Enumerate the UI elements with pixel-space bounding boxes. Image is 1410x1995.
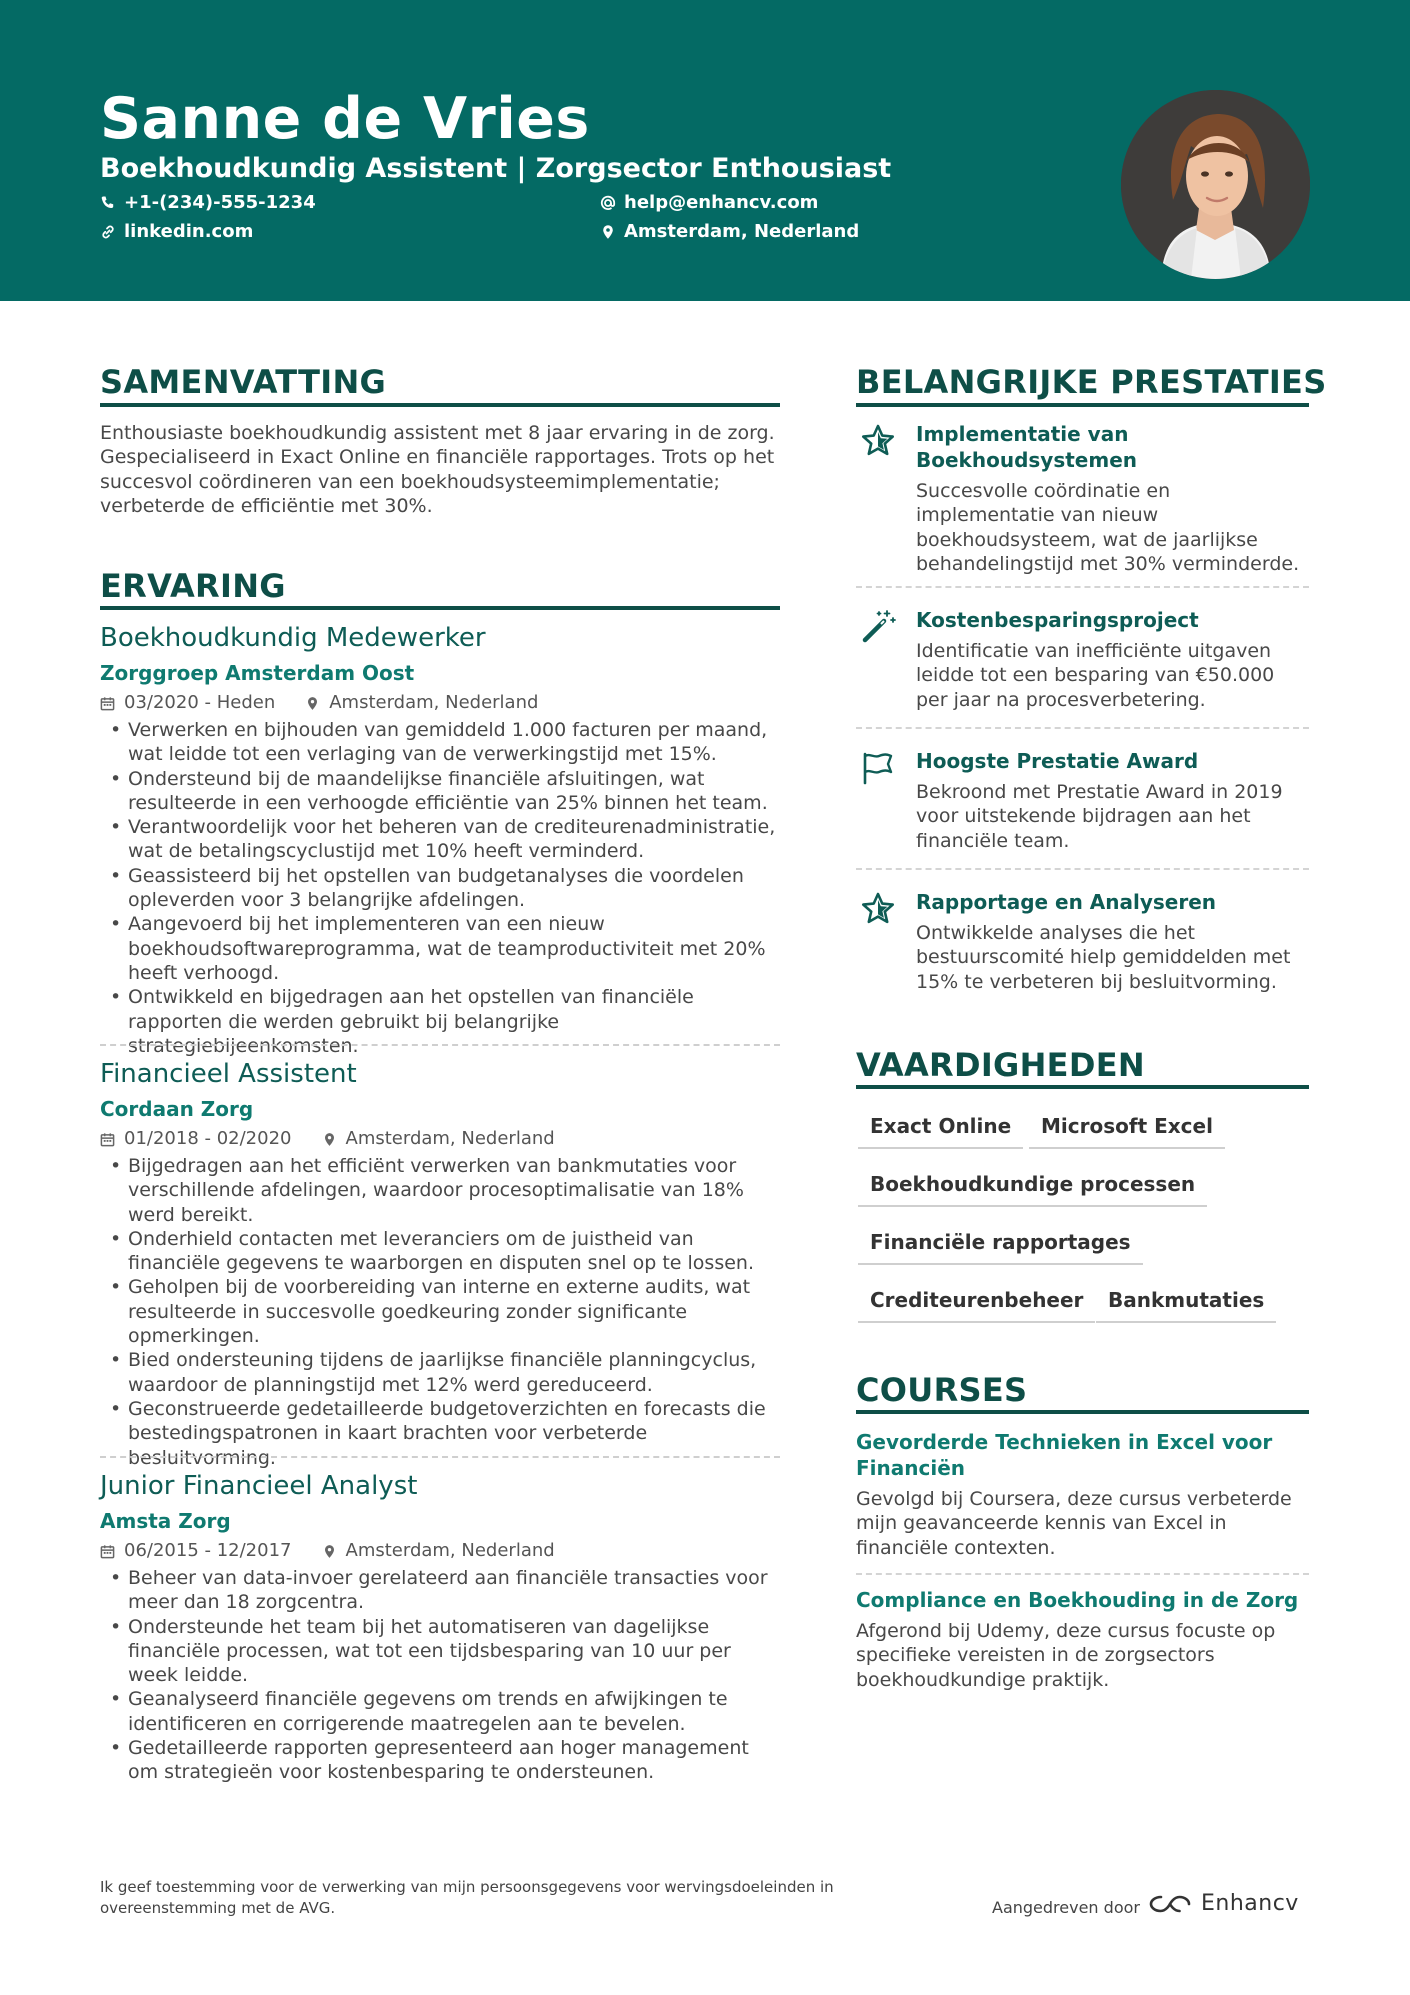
experience-heading: ERVARING bbox=[100, 567, 286, 605]
job-dates: 01/2018 - 02/2020 bbox=[124, 1128, 292, 1149]
course-title[interactable]: Compliance en Boekhouding in de Zorg bbox=[856, 1588, 1299, 1612]
job-bullets bbox=[100, 1154, 780, 1470]
courses-heading: COURSES bbox=[856, 1371, 1028, 1409]
bullet-item: • Gedetailleerde rapporten gepresenteerd aan hoger management om strategieën voor kostenbesparing te ondersteunen. bbox=[100, 1736, 780, 1785]
achievement-item bbox=[856, 607, 1309, 712]
summary-divider bbox=[100, 403, 780, 407]
skills-divider bbox=[856, 1085, 1309, 1089]
bullet-item: • Geanalyseerd financiële gegevens om trends en afwijkingen te identificeren en corrigerende maatregelen aan te bevelen. bbox=[100, 1687, 780, 1736]
bullet-item: • Beheer van data-invoer gerelateerd aan financiële transacties voor meer dan 18 zorgcentra. bbox=[100, 1566, 780, 1615]
bullet-item: • Geconstrueerde gedetailleerde budgetoverzichten en forecasts die bestedingspatronen in kaart brachten voor verbeterde besluitvorming. bbox=[100, 1397, 780, 1470]
experience-divider bbox=[100, 606, 780, 610]
job-location: Amsterdam, Nederland bbox=[345, 1540, 555, 1561]
email-text: help@enhancv.com bbox=[624, 192, 819, 213]
bullet-item: • Verwerken en bijhouden van gemiddeld 1.000 facturen per maand, wat leidde tot een verlaging van de verwerkingstijd met 15%. bbox=[100, 718, 780, 767]
enhancv-logo[interactable] bbox=[1147, 1890, 1299, 1918]
job-dates: 06/2015 - 12/2017 bbox=[124, 1540, 292, 1561]
achievement-title: Rapportage en Analyseren bbox=[916, 890, 1217, 914]
at-icon bbox=[600, 195, 616, 211]
achievement-item bbox=[856, 421, 1309, 576]
course-separator bbox=[856, 1573, 1309, 1575]
achievement-title: Kostenbesparingsproject bbox=[916, 608, 1199, 632]
achievement-description: Succesvolle coördinatie en implementatie van nieuw boekhoudsysteem, wat de jaarlijkse behandelingstijd met 30% verminderde. bbox=[916, 480, 1300, 575]
achievement-item bbox=[856, 748, 1309, 853]
achievement-description: Identificatie van inefficiënte uitgaven leidde tot een besparing van €50.000 per jaar na procesverbetering. bbox=[916, 640, 1275, 711]
achievement-title: Implementatie van Boekhoudsystemen bbox=[916, 422, 1137, 472]
candidate-title: Boekhoudkundig Assistent | Zorgsector Enthousiast bbox=[100, 153, 892, 184]
bullet-item: • Ondersteunde het team bij het automatiseren van dagelijkse financiële processen, wat tot een tijdsbesparing van 10 uur per week leidde. bbox=[100, 1615, 780, 1688]
job-location: Amsterdam, Nederland bbox=[345, 1128, 555, 1149]
bullet-item: • Ontwikkeld en bijgedragen aan het opstellen van financiële rapporten die werden gebruikt bij belangrijke strategiebijeenkomsten. bbox=[100, 985, 780, 1058]
courses-divider bbox=[856, 1410, 1309, 1414]
bullet-item: • Bied ondersteuning tijdens de jaarlijkse financiële planningcyclus, waardoor de planningstijd met 12% werd gereduceerd. bbox=[100, 1348, 780, 1397]
course-item bbox=[856, 1429, 1309, 1560]
achievement-title: Hoogste Prestatie Award bbox=[916, 749, 1199, 773]
course-item bbox=[856, 1587, 1309, 1692]
bullet-item: • Ondersteund bij de maandelijkse financiële afsluitingen, wat resulteerde in een verhoogde efficiëntie van 25% binnen het team. bbox=[100, 767, 780, 816]
achievements-heading: BELANGRIJKE PRESTATIES bbox=[856, 363, 1327, 401]
brand-name: Enhancv bbox=[1201, 1891, 1299, 1916]
calendar-icon bbox=[100, 696, 115, 711]
job-separator bbox=[100, 1044, 780, 1046]
location-pin-icon bbox=[305, 696, 320, 711]
bullet-item: • Bijgedragen aan het efficiënt verwerken van bankmutaties voor verschillende afdelingen, waardoor procesoptimalisatie van 18% werd bereikt. bbox=[100, 1154, 780, 1227]
job-bullets bbox=[100, 1566, 780, 1785]
flag-icon bbox=[860, 750, 896, 786]
job-entry bbox=[100, 1470, 780, 1785]
location-text: Amsterdam, Nederland bbox=[624, 221, 860, 242]
magic-wand-icon bbox=[860, 609, 896, 645]
job-company[interactable]: Cordaan Zorg bbox=[100, 1097, 254, 1121]
achievement-description: Ontwikkelde analyses die het bestuurscomité hielp gemiddelden met 15% te verbeteren bij besluitvorming. bbox=[916, 922, 1291, 993]
job-separator bbox=[100, 1456, 780, 1458]
job-entry bbox=[100, 622, 780, 1058]
job-company[interactable]: Amsta Zorg bbox=[100, 1509, 231, 1533]
job-meta bbox=[100, 692, 780, 714]
linkedin-text: linkedin.com bbox=[124, 221, 254, 242]
bullet-item: • Aangevoerd bij het implementeren van een nieuw boekhoudsoftwareprogramma, wat de teamproductiviteit met 20% heeft verhoogd. bbox=[100, 912, 780, 985]
phone-icon bbox=[100, 195, 116, 211]
resume-header bbox=[0, 0, 1410, 301]
bullet-item: • Verantwoordelijk voor het beheren van de crediteurenadministratie, wat de betalingscyclustijd met 10% heeft verminderd. bbox=[100, 815, 780, 864]
contact-phone[interactable] bbox=[100, 192, 316, 214]
achievement-separator bbox=[856, 727, 1309, 729]
candidate-name: Sanne de Vries bbox=[100, 86, 590, 152]
skill-tag: Exact Online bbox=[858, 1113, 1023, 1149]
job-location-wrap bbox=[322, 1540, 555, 1562]
job-title: Junior Financieel Analyst bbox=[100, 1471, 418, 1501]
contact-linkedin[interactable] bbox=[100, 221, 253, 243]
job-entry bbox=[100, 1058, 780, 1470]
achievements-divider bbox=[856, 403, 1309, 407]
phone-text: +1-(234)-555-1234 bbox=[124, 192, 316, 213]
summary-text: Enthousiaste boekhoudkundig assistent met 8 jaar ervaring in de zorg. Gespecialiseerd in Exact Online en financiële rapportages. Trots op het succesvol coördineren van een boekhoudsysteemimplementatie; verbeterde de efficiëntie met 30%. bbox=[100, 422, 775, 517]
contact-email[interactable] bbox=[600, 192, 818, 214]
bullet-item: • Onderhield contacten met leveranciers om de juistheid van financiële gegevens te waarborgen en disputen snel op te lossen. bbox=[100, 1227, 780, 1276]
bullet-item: • Geassisteerd bij het opstellen van budgetanalyses die voordelen opleverden voor 3 belangrijke afdelingen. bbox=[100, 864, 780, 913]
enhancv-logo-icon bbox=[1147, 1892, 1193, 1916]
location-pin-icon bbox=[322, 1132, 337, 1147]
achievement-item bbox=[856, 889, 1309, 994]
star-icon bbox=[860, 891, 896, 927]
skill-tag: Crediteurenbeheer bbox=[858, 1287, 1095, 1323]
job-bullets bbox=[100, 718, 780, 1058]
profile-photo bbox=[1121, 90, 1310, 279]
skill-tag: Boekhoudkundige processen bbox=[858, 1171, 1207, 1207]
bullet-item: • Geholpen bij de voorbereiding van interne en externe audits, wat resulteerde in succesvolle goedkeuring zonder significante opmerkingen. bbox=[100, 1275, 780, 1348]
achievement-separator bbox=[856, 868, 1309, 870]
skill-tag: Bankmutaties bbox=[1096, 1287, 1276, 1323]
achievement-separator bbox=[856, 586, 1309, 588]
course-description: Afgerond bij Udemy, deze cursus focuste op specifieke vereisten in de zorgsectors boekhoudkundige praktijk. bbox=[856, 1620, 1276, 1691]
job-title: Financieel Assistent bbox=[100, 1059, 357, 1089]
link-icon bbox=[100, 224, 116, 240]
skills-heading: VAARDIGHEDEN bbox=[856, 1046, 1145, 1084]
job-meta bbox=[100, 1540, 780, 1562]
job-dates: 03/2020 - Heden bbox=[124, 692, 276, 713]
job-company[interactable]: Zorggroep Amsterdam Oost bbox=[100, 661, 415, 685]
course-description: Gevolgd bij Coursera, deze cursus verbeterde mijn geavanceerde kennis van Excel in financiële contexten. bbox=[856, 1488, 1292, 1559]
location-pin-icon bbox=[600, 224, 616, 240]
job-meta bbox=[100, 1128, 780, 1150]
calendar-icon bbox=[100, 1544, 115, 1559]
job-location: Amsterdam, Nederland bbox=[329, 692, 539, 713]
consent-note: Ik geef toestemming voor de verwerking van mijn persoonsgegevens voor wervingsdoeleinden in overeenstemming met de AVG. bbox=[100, 1878, 834, 1917]
calendar-icon bbox=[100, 1132, 115, 1147]
course-title[interactable]: Gevorderde Technieken in Excel voor Financiën bbox=[856, 1430, 1273, 1480]
job-location-wrap bbox=[322, 1128, 555, 1150]
powered-by-label: Aangedreven door bbox=[992, 1898, 1140, 1917]
job-title: Boekhoudkundig Medewerker bbox=[100, 623, 486, 653]
star-icon bbox=[860, 423, 896, 459]
skill-tag: Microsoft Excel bbox=[1029, 1113, 1225, 1149]
contact-location bbox=[600, 221, 859, 243]
summary-heading: SAMENVATTING bbox=[100, 363, 387, 401]
location-pin-icon bbox=[322, 1544, 337, 1559]
achievement-description: Bekroond met Prestatie Award in 2019 voor uitstekende bijdragen aan het financiële team. bbox=[916, 781, 1283, 852]
skill-tag: Financiële rapportages bbox=[858, 1229, 1143, 1265]
job-location-wrap bbox=[305, 692, 538, 714]
